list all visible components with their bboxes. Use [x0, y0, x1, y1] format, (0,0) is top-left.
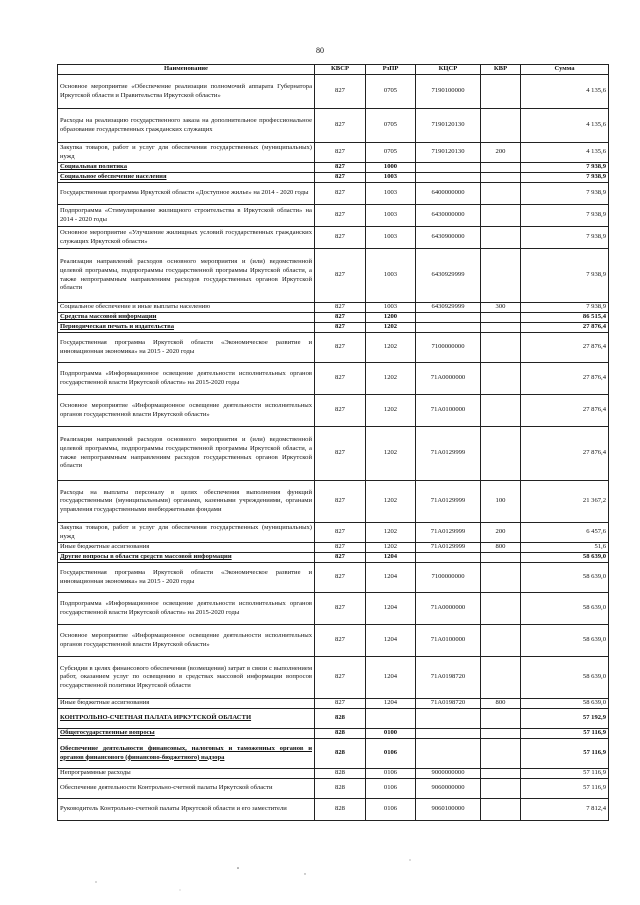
cell-name: Закупка товаров, работ и услуг для обеспечения государственных (муниципальных) нужд	[58, 523, 315, 543]
cell-rzpr: 1202	[366, 523, 416, 543]
cell-sum: 58 639,0	[521, 625, 609, 657]
table-row	[58, 323, 609, 333]
cell-kvsr: 827	[315, 427, 366, 481]
cell-kvr	[481, 769, 521, 779]
cell-sum: 7 938,9	[521, 183, 609, 205]
cell-rzpr	[366, 709, 416, 729]
column-header-name: Наименование	[58, 65, 315, 75]
cell-sum: 51,6	[521, 543, 609, 553]
cell-name: КОНТРОЛЬНО-СЧЕТНАЯ ПАЛАТА ИРКУТСКОЙ ОБЛАСТИ	[58, 709, 315, 729]
cell-kvsr: 827	[315, 553, 366, 563]
cell-rzpr: 1003	[366, 227, 416, 249]
cell-rzpr: 1003	[366, 173, 416, 183]
cell-kcsr: 9000000000	[416, 769, 481, 779]
cell-kvsr: 827	[315, 543, 366, 553]
cell-sum: 6 457,6	[521, 523, 609, 543]
cell-kvsr: 827	[315, 109, 366, 143]
cell-rzpr: 1200	[366, 313, 416, 323]
cell-kcsr: 71А0100000	[416, 625, 481, 657]
cell-kvsr: 827	[315, 523, 366, 543]
cell-sum: 86 515,4	[521, 313, 609, 323]
table-row	[58, 395, 609, 427]
cell-rzpr: 1202	[366, 543, 416, 553]
cell-kvr	[481, 657, 521, 699]
cell-kcsr	[416, 729, 481, 739]
cell-kcsr: 71А0129999	[416, 481, 481, 523]
cell-kvr	[481, 109, 521, 143]
cell-sum: 57 116,9	[521, 769, 609, 779]
cell-rzpr: 1003	[366, 303, 416, 313]
table-row	[58, 699, 609, 709]
table-row	[58, 427, 609, 481]
cell-kvr	[481, 709, 521, 729]
cell-name: Средства массовой информации	[58, 313, 315, 323]
cell-kvr	[481, 183, 521, 205]
cell-rzpr: 1204	[366, 625, 416, 657]
cell-name: Подпрограмма «Информационное освещение деятельности исполнительных органов государственной власти Иркутской области» на 2015-2020 годы	[58, 363, 315, 395]
cell-kvr	[481, 313, 521, 323]
cell-kvr	[481, 75, 521, 109]
cell-sum: 7 938,9	[521, 303, 609, 313]
cell-name: Субсидии в целях финансового обеспечения (возмещения) затрат в связи с выполнением работ, оказанием услуг по освещению в средствах массовой информации вопросов государственной политики Иркутской области	[58, 657, 315, 699]
table-row	[58, 729, 609, 739]
cell-name: Реализация направлений расходов основного мероприятия и (или) ведомственной целевой программы, подпрограммы государственной программы Иркутской области, а также непрограммным направлениям расходов государственных органов Иркутской области	[58, 427, 315, 481]
cell-kcsr: 71А0129999	[416, 543, 481, 553]
table-row	[58, 249, 609, 303]
cell-kvr	[481, 333, 521, 363]
cell-sum: 27 876,4	[521, 427, 609, 481]
cell-rzpr: 0100	[366, 729, 416, 739]
cell-kvsr: 827	[315, 227, 366, 249]
cell-sum: 58 639,0	[521, 563, 609, 593]
cell-kvsr: 827	[315, 593, 366, 625]
table-row	[58, 543, 609, 553]
cell-kcsr: 7190100000	[416, 75, 481, 109]
cell-kvr: 300	[481, 303, 521, 313]
cell-kvsr: 827	[315, 313, 366, 323]
cell-name: Социальная политика	[58, 163, 315, 173]
cell-rzpr: 0106	[366, 739, 416, 769]
cell-rzpr: 1204	[366, 593, 416, 625]
cell-kvr	[481, 779, 521, 799]
cell-name: Обеспечение деятельности Контрольно-счетной палаты Иркутской области	[58, 779, 315, 799]
cell-kcsr: 9060000000	[416, 779, 481, 799]
cell-kcsr: 6430929999	[416, 303, 481, 313]
cell-name: Руководитель Контрольно-счетной палаты Иркутской области и его заместители	[58, 799, 315, 821]
table-row	[58, 593, 609, 625]
cell-kvr	[481, 323, 521, 333]
table-row	[58, 333, 609, 363]
cell-kvsr: 827	[315, 699, 366, 709]
cell-sum: 57 116,9	[521, 779, 609, 799]
cell-name: Расходы на выплаты персоналу в целях обеспечения выполнения функций государственными (муниципальными) органами, казенными учреждениями, органами управления государственными внебюджетными фондами	[58, 481, 315, 523]
cell-name: Закупка товаров, работ и услуг для обеспечения государственных (муниципальных) нужд	[58, 143, 315, 163]
cell-sum: 7 938,9	[521, 173, 609, 183]
cell-rzpr: 0106	[366, 799, 416, 821]
cell-name: Подпрограмма «Информационное освещение деятельности исполнительных органов государственной власти Иркутской области» на 2015-2020 годы	[58, 593, 315, 625]
table-row	[58, 523, 609, 543]
cell-kcsr: 71А0198720	[416, 657, 481, 699]
cell-sum: 58 639,0	[521, 657, 609, 699]
cell-rzpr: 1000	[366, 163, 416, 173]
cell-name: Социальное обеспечение населения	[58, 173, 315, 183]
cell-kcsr: 7100000000	[416, 333, 481, 363]
cell-sum: 57 116,9	[521, 729, 609, 739]
cell-sum: 57 192,9	[521, 709, 609, 729]
table-row	[58, 173, 609, 183]
cell-name: Социальное обеспечение и иные выплаты населению	[58, 303, 315, 313]
cell-kvr	[481, 363, 521, 395]
cell-sum: 58 639,0	[521, 593, 609, 625]
cell-kvsr: 827	[315, 183, 366, 205]
cell-kcsr	[416, 553, 481, 563]
cell-kvr	[481, 427, 521, 481]
cell-kcsr	[416, 173, 481, 183]
cell-sum: 7 812,4	[521, 799, 609, 821]
cell-kcsr: 71А0129999	[416, 523, 481, 543]
cell-rzpr: 1202	[366, 333, 416, 363]
cell-kvr	[481, 799, 521, 821]
cell-rzpr: 0705	[366, 143, 416, 163]
cell-kvsr: 827	[315, 323, 366, 333]
cell-kvr: 800	[481, 543, 521, 553]
cell-kvr	[481, 227, 521, 249]
cell-kcsr: 6400000000	[416, 183, 481, 205]
cell-kvr	[481, 205, 521, 227]
cell-kcsr: 6430929999	[416, 249, 481, 303]
cell-name: Основное мероприятие «Обеспечение реализации полномочий аппарата Губернатора Иркутской области и Правительства Иркутской области»	[58, 75, 315, 109]
cell-rzpr: 0705	[366, 75, 416, 109]
cell-name: Государственная программа Иркутской области «Экономическое развитие и инновационная экономика» на 2015 - 2020 годы	[58, 563, 315, 593]
table-row	[58, 563, 609, 593]
cell-kcsr: 7190120130	[416, 109, 481, 143]
cell-kvsr: 827	[315, 143, 366, 163]
cell-kvr	[481, 249, 521, 303]
cell-rzpr: 1202	[366, 427, 416, 481]
cell-kvr	[481, 729, 521, 739]
cell-rzpr: 1202	[366, 323, 416, 333]
cell-rzpr: 1202	[366, 481, 416, 523]
cell-rzpr: 1003	[366, 205, 416, 227]
cell-rzpr: 1204	[366, 563, 416, 593]
cell-sum: 57 116,9	[521, 739, 609, 769]
column-header-kvsr: КВСР	[315, 65, 366, 75]
cell-kvsr: 827	[315, 303, 366, 313]
cell-name: Другие вопросы в области средств массовой информации	[58, 553, 315, 563]
cell-kvsr: 827	[315, 163, 366, 173]
table-row	[58, 303, 609, 313]
table-row	[58, 227, 609, 249]
cell-sum: 58 639,0	[521, 699, 609, 709]
cell-kcsr	[416, 739, 481, 769]
cell-sum: 27 876,4	[521, 363, 609, 395]
cell-sum: 7 938,9	[521, 163, 609, 173]
cell-kvsr: 827	[315, 563, 366, 593]
table-row	[58, 625, 609, 657]
cell-kvr	[481, 553, 521, 563]
cell-rzpr: 1204	[366, 657, 416, 699]
cell-rzpr: 1003	[366, 249, 416, 303]
cell-name: Непрограммные расходы	[58, 769, 315, 779]
table-row	[58, 109, 609, 143]
table-row	[58, 313, 609, 323]
cell-rzpr: 1202	[366, 363, 416, 395]
cell-kvsr: 827	[315, 481, 366, 523]
cell-rzpr: 0106	[366, 769, 416, 779]
table-row	[58, 769, 609, 779]
cell-name: Иные бюджетные ассигнования	[58, 543, 315, 553]
cell-sum: 7 938,9	[521, 249, 609, 303]
table-row	[58, 205, 609, 227]
cell-kvsr: 827	[315, 395, 366, 427]
page-number: 80	[316, 46, 324, 55]
cell-rzpr: 1003	[366, 183, 416, 205]
cell-rzpr: 0705	[366, 109, 416, 143]
cell-kvsr: 827	[315, 363, 366, 395]
table-row	[58, 553, 609, 563]
cell-kvr	[481, 173, 521, 183]
cell-sum: 7 938,9	[521, 227, 609, 249]
cell-sum: 27 876,4	[521, 333, 609, 363]
cell-kvsr: 827	[315, 173, 366, 183]
cell-kvr	[481, 739, 521, 769]
cell-name: Подпрограмма «Стимулирование жилищного строительства в Иркутской области» на 2014 - 2020 годы	[58, 205, 315, 227]
cell-kvsr: 827	[315, 657, 366, 699]
table-row	[58, 779, 609, 799]
table-header-row	[58, 65, 609, 75]
cell-kcsr: 71А0100000	[416, 395, 481, 427]
cell-kvsr: 827	[315, 249, 366, 303]
cell-kvsr: 828	[315, 799, 366, 821]
cell-sum: 7 938,9	[521, 205, 609, 227]
table-row	[58, 363, 609, 395]
cell-sum: 4 135,6	[521, 109, 609, 143]
cell-kcsr: 71А0198720	[416, 699, 481, 709]
cell-kvsr: 828	[315, 709, 366, 729]
cell-sum: 4 135,6	[521, 143, 609, 163]
cell-rzpr: 1204	[366, 553, 416, 563]
cell-name: Периодическая печать и издательства	[58, 323, 315, 333]
cell-name: Реализация направлений расходов основного мероприятия и (или) ведомственной целевой программы, подпрограммы государственной программы Иркутской области, а также непрограммным направлениям расходов государственных органов Иркутской области	[58, 249, 315, 303]
cell-kvr: 800	[481, 699, 521, 709]
cell-rzpr: 0106	[366, 779, 416, 799]
table-row	[58, 75, 609, 109]
cell-sum: 27 876,4	[521, 395, 609, 427]
cell-name: Расходы на реализацию государственного заказа на дополнительное профессиональное образование государственных гражданских служащих	[58, 109, 315, 143]
table-row	[58, 739, 609, 769]
cell-kcsr	[416, 163, 481, 173]
cell-name: Обеспечение деятельности финансовых, налоговых и таможенных органов и органов финансового (финансово-бюджетного) надзора	[58, 739, 315, 769]
cell-kvr	[481, 625, 521, 657]
table-row	[58, 799, 609, 821]
table-row	[58, 163, 609, 173]
cell-kvsr: 828	[315, 739, 366, 769]
cell-kcsr: 9060100000	[416, 799, 481, 821]
cell-rzpr: 1204	[366, 699, 416, 709]
cell-name: Иные бюджетные ассигнования	[58, 699, 315, 709]
cell-kvsr: 827	[315, 625, 366, 657]
cell-kvsr: 828	[315, 769, 366, 779]
cell-kcsr: 7100000000	[416, 563, 481, 593]
column-header-rzpr: РзПР	[366, 65, 416, 75]
table-body	[58, 75, 609, 821]
cell-kvsr: 827	[315, 75, 366, 109]
cell-kcsr: 7190120130	[416, 143, 481, 163]
cell-name: Общегосударственные вопросы	[58, 729, 315, 739]
cell-kvr: 200	[481, 523, 521, 543]
cell-kcsr	[416, 313, 481, 323]
cell-kvsr: 827	[315, 205, 366, 227]
cell-rzpr: 1202	[366, 395, 416, 427]
column-header-sum: Сумма	[521, 65, 609, 75]
table-row	[58, 481, 609, 523]
cell-kcsr: 6430900000	[416, 227, 481, 249]
cell-name: Государственная программа Иркутской области «Доступное жилье» на 2014 - 2020 годы	[58, 183, 315, 205]
cell-kvr	[481, 395, 521, 427]
cell-name: Государственная программа Иркутской области «Экономическое развитие и инновационная экономика» на 2015 - 2020 годы	[58, 333, 315, 363]
column-header-kcsr: КЦСР	[416, 65, 481, 75]
cell-kvr	[481, 563, 521, 593]
cell-name: Основное мероприятие «Улучшение жилищных условий государственных гражданских служащих Иркутской области»	[58, 227, 315, 249]
cell-kvr: 200	[481, 143, 521, 163]
cell-kvr	[481, 163, 521, 173]
cell-kvr	[481, 593, 521, 625]
table-row	[58, 709, 609, 729]
cell-kcsr: 6430000000	[416, 205, 481, 227]
cell-kcsr: 71А0000000	[416, 363, 481, 395]
cell-kvsr: 828	[315, 779, 366, 799]
cell-kcsr: 71А0000000	[416, 593, 481, 625]
cell-sum: 21 367,2	[521, 481, 609, 523]
table-row	[58, 657, 609, 699]
cell-kvr: 100	[481, 481, 521, 523]
cell-kvsr: 827	[315, 333, 366, 363]
cell-sum: 58 639,0	[521, 553, 609, 563]
cell-name: Основное мероприятие «Информационное освещение деятельности исполнительных органов государственной власти Иркутской области»	[58, 395, 315, 427]
column-header-kvr: КВР	[481, 65, 521, 75]
cell-kcsr	[416, 709, 481, 729]
table-row	[58, 183, 609, 205]
cell-sum: 4 135,6	[521, 75, 609, 109]
budget-table	[57, 64, 609, 821]
cell-name: Основное мероприятие «Информационное освещение деятельности исполнительных органов государственной власти Иркутской области»	[58, 625, 315, 657]
cell-sum: 27 876,4	[521, 323, 609, 333]
table-row	[58, 143, 609, 163]
cell-kcsr: 71А0129999	[416, 427, 481, 481]
cell-kcsr	[416, 323, 481, 333]
cell-kvsr: 828	[315, 729, 366, 739]
